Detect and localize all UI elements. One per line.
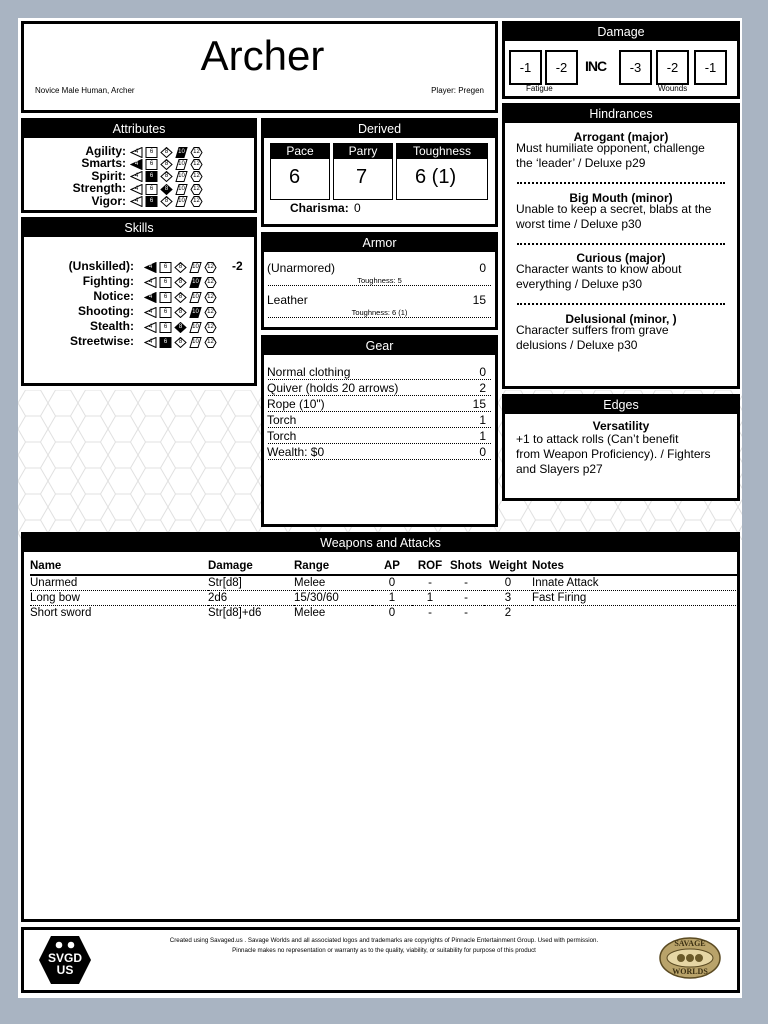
- edge-desc-line-3: and Slayers p27: [516, 462, 603, 476]
- gear-item-name: Quiver (holds 20 arrows): [267, 381, 399, 395]
- gear-item-value: 1: [479, 429, 486, 443]
- attributes-title: Attributes: [24, 121, 254, 138]
- attribute-0-d8-label: 8: [164, 148, 169, 155]
- savage-worlds-badge: [659, 936, 721, 980]
- skill-3-d4-label: 4: [148, 308, 153, 315]
- attribute-1-d6-label: 6: [149, 160, 154, 167]
- weapon-cell-name: Long bow: [30, 591, 208, 606]
- toughness-label: Toughness: [397, 144, 487, 159]
- attribute-4-d10-label: 10: [178, 198, 185, 205]
- edge-desc-line-2: from Weapon Proficiency). / Fighters: [516, 447, 711, 461]
- hindrance-desc-line-2: the ‘leader’ / Deluxe p29: [516, 156, 646, 170]
- skill-3-d12-icon[interactable]: [204, 307, 217, 318]
- attribute-4-d8-icon[interactable]: [160, 196, 173, 207]
- attribute-3-d12-label: 12: [193, 185, 200, 192]
- weapon-cell-range: 15/30/60: [294, 591, 372, 606]
- skill-1-dice: [144, 276, 217, 288]
- weapon-cell-shots: -: [448, 575, 484, 591]
- skill-4-d6-icon[interactable]: [159, 322, 172, 333]
- character-subtitle: Novice Male Human, Archer: [35, 86, 135, 95]
- attribute-0-d12-label: 12: [193, 148, 200, 155]
- attribute-label: Strength:: [72, 181, 126, 196]
- wounds-label: Wounds: [658, 84, 688, 93]
- attribute-0-d4-icon[interactable]: [130, 147, 143, 158]
- skill-label: Notice:: [93, 289, 134, 303]
- skill-1-d8-icon[interactable]: [174, 277, 187, 288]
- edge-desc-line-1: +1 to attack rolls (Can’t benefit: [516, 432, 679, 446]
- weapon-cell-weight: 2: [504, 607, 512, 619]
- damage-panel: [502, 21, 740, 99]
- attribute-3-dice: [130, 183, 203, 195]
- weapon-cell-shots: -: [448, 591, 484, 606]
- skill-5-d12-label: 12: [207, 338, 214, 345]
- skill-1-d12-label: 12: [207, 278, 214, 285]
- weapon-cell-range: Melee: [294, 607, 326, 619]
- charisma-label: Charisma:: [290, 201, 349, 215]
- skill-2-d8-icon[interactable]: [174, 292, 187, 303]
- derived-panel: [261, 118, 498, 227]
- armor-value: 15: [472, 293, 486, 307]
- attribute-4-d12-icon[interactable]: [190, 196, 203, 207]
- skill-0-d12-label: 12: [207, 263, 214, 270]
- hindrance-divider: [517, 182, 725, 184]
- gear-item-value: 15: [472, 397, 486, 411]
- toughness-box: [396, 143, 488, 200]
- weapon-cell-weight: 0: [484, 575, 532, 591]
- armor-panel: [261, 232, 498, 330]
- weapon-cell-damage: Str[d8]+d6: [208, 607, 262, 619]
- attribute-4-dice: [130, 196, 203, 208]
- gear-divider: [268, 379, 491, 380]
- attribute-2-d4-icon[interactable]: [130, 171, 143, 182]
- hindrance-desc-line-1: Must humiliate opponent, challenge: [516, 141, 705, 155]
- attribute-label: Smarts:: [81, 156, 126, 171]
- weapon-cell-ap: 1: [372, 591, 412, 606]
- skills-panel: [21, 217, 257, 386]
- col-name: Name: [30, 559, 208, 575]
- attribute-0-d8-icon[interactable]: [160, 147, 173, 158]
- armor-title: Armor: [264, 235, 495, 252]
- skill-0-d4-icon[interactable]: [144, 262, 157, 273]
- attributes-panel: [21, 118, 257, 213]
- attribute-2-d10-icon[interactable]: [175, 171, 188, 182]
- weapon-cell-rof: -: [428, 607, 432, 619]
- skill-label: Shooting:: [78, 304, 134, 318]
- attribute-2-d4-label: 4: [134, 173, 139, 180]
- attribute-0-d4-label: 4: [134, 148, 139, 155]
- attribute-2-d6-icon[interactable]: [145, 171, 158, 182]
- hindrances-title: Hindrances: [505, 106, 737, 123]
- copyright-line-2: Pinnacle makes no representation or warranty as to the quality, viability, or suitability for purpose of this product: [232, 947, 536, 954]
- gear-divider: [268, 411, 491, 412]
- attribute-2-d12-icon[interactable]: [190, 171, 203, 182]
- charisma-value: 0: [354, 201, 361, 215]
- pace-label: Pace: [271, 144, 329, 159]
- skill-5-d8-label: 8: [178, 338, 183, 345]
- skill-label: (Unskilled):: [68, 259, 134, 273]
- skill-4-d12-icon[interactable]: [204, 322, 217, 333]
- weapons-panel: [21, 532, 740, 922]
- col-ap: AP: [372, 559, 412, 575]
- skill-3-d4-icon[interactable]: [144, 307, 157, 318]
- gear-panel: [261, 335, 498, 527]
- weapons-title: Weapons and Attacks: [24, 535, 737, 552]
- attribute-1-d10-icon[interactable]: [175, 159, 188, 170]
- parry-box: [333, 143, 393, 200]
- attribute-0-d10-label: 10: [178, 148, 185, 155]
- attribute-3-d4-icon[interactable]: [130, 184, 143, 195]
- skill-5-d8-icon[interactable]: [174, 337, 187, 348]
- weapon-cell-range: Melee: [294, 575, 372, 591]
- footer-panel: [21, 927, 740, 993]
- fatigue-label: Fatigue: [526, 84, 553, 93]
- skill-2-d10-icon[interactable]: [189, 292, 202, 303]
- svgd-logo-line-2: US: [56, 963, 74, 977]
- skill-3-d8-label: 8: [178, 308, 183, 315]
- skill-4-d6-label: 6: [163, 323, 168, 330]
- weapons-table: [30, 559, 738, 620]
- skill-3-d10-icon[interactable]: [189, 307, 202, 318]
- hindrance-name: Delusional (minor, ): [565, 311, 677, 326]
- skill-3-dice: [144, 306, 217, 318]
- attribute-2-d6-label: 6: [149, 173, 154, 180]
- wound-box-1[interactable]: -3: [619, 50, 652, 85]
- hindrances-panel: [502, 103, 740, 389]
- weapon-cell-ap: 0: [372, 575, 412, 591]
- skill-1-d10-label: 10: [192, 278, 199, 285]
- gear-item-value: 1: [479, 413, 486, 427]
- skill-label: Fighting:: [82, 274, 134, 288]
- gear-divider: [268, 427, 491, 428]
- edges-panel: [502, 394, 740, 501]
- skill-3-d6-icon[interactable]: [159, 307, 172, 318]
- skill-4-d10-icon[interactable]: [189, 322, 202, 333]
- skill-5-dice: [144, 336, 217, 348]
- skill-2-d6-icon[interactable]: [159, 292, 172, 303]
- pace-value: 6: [289, 166, 301, 188]
- pace-box: [270, 143, 330, 200]
- gear-divider: [268, 395, 491, 396]
- skill-1-d10-icon[interactable]: [189, 277, 202, 288]
- skill-modifier: -2: [232, 259, 243, 273]
- attribute-2-d8-icon[interactable]: [160, 171, 173, 182]
- skill-3-d10-label: 10: [192, 308, 199, 315]
- fatigue-box-1[interactable]: -1: [509, 50, 542, 85]
- gear-item-name: Torch: [267, 413, 297, 427]
- attribute-3-d6-label: 6: [149, 185, 154, 192]
- skill-4-d12-label: 12: [207, 323, 214, 330]
- attribute-1-d6-icon[interactable]: [145, 159, 158, 170]
- attribute-2-d10-label: 10: [178, 173, 185, 180]
- attribute-3-d10-label: 10: [178, 185, 185, 192]
- derived-title: Derived: [264, 121, 495, 138]
- skill-1-d6-icon[interactable]: [159, 277, 172, 288]
- badge-text-bottom: WORLDS: [672, 967, 708, 976]
- skill-0-d8-icon[interactable]: [174, 262, 187, 273]
- col-weight: Weight: [484, 559, 532, 575]
- skill-2-d6-label: 6: [163, 293, 168, 300]
- attribute-2-dice: [130, 171, 203, 183]
- wound-box-2[interactable]: -2: [656, 50, 689, 85]
- attribute-1-d8-label: 8: [164, 160, 169, 167]
- skill-0-d6-label: 6: [163, 263, 168, 270]
- skill-0-d6-icon[interactable]: [159, 262, 172, 273]
- skill-0-d10-icon[interactable]: [189, 262, 202, 273]
- weapon-cell-name: Short sword: [30, 607, 92, 619]
- skill-3-d12-label: 12: [207, 308, 214, 315]
- weapon-cell-rof: 1: [412, 591, 448, 606]
- skill-1-d8-label: 8: [178, 278, 183, 285]
- skill-4-d4-icon[interactable]: [144, 322, 157, 333]
- attribute-0-dice: [130, 146, 203, 158]
- fatigue-box-2[interactable]: -2: [545, 50, 578, 85]
- player-label: Player: Pregen: [431, 86, 484, 95]
- hindrance-name: Arrogant (major): [573, 130, 669, 144]
- attribute-4-d6-icon[interactable]: [145, 196, 158, 207]
- attribute-0-d12-icon[interactable]: [190, 147, 203, 158]
- hindrance-desc-line-1: Character wants to know about: [516, 262, 682, 276]
- skill-4-d8-icon[interactable]: [174, 322, 187, 333]
- attribute-3-d6-icon[interactable]: [145, 184, 158, 195]
- attribute-1-d8-icon[interactable]: [160, 159, 173, 170]
- attribute-3-d10-icon[interactable]: [175, 184, 188, 195]
- svgd-logo: [38, 935, 92, 985]
- parry-value: 7: [356, 166, 368, 188]
- attribute-1-d4-label: 4: [134, 160, 139, 167]
- weapon-cell-notes: Fast Firing: [532, 591, 738, 606]
- hindrance-desc-line-1: Unable to keep a secret, blabs at the: [516, 201, 712, 216]
- weapon-row: [30, 606, 738, 621]
- col-range: Range: [294, 559, 372, 575]
- weapon-cell-name: Unarmed: [30, 575, 208, 591]
- weapon-cell-shots: -: [464, 607, 468, 619]
- attribute-1-d10-label: 10: [178, 160, 185, 167]
- skill-2-d8-label: 8: [178, 293, 183, 300]
- skill-5-d4-icon[interactable]: [144, 337, 157, 348]
- skill-2-d12-icon[interactable]: [204, 292, 217, 303]
- skill-0-d8-label: 8: [178, 263, 183, 270]
- hindrance-name: Curious (major): [576, 251, 666, 265]
- attribute-1-d12-icon[interactable]: [190, 159, 203, 170]
- skill-1-d4-label: 4: [148, 278, 153, 285]
- attribute-0-d10-icon[interactable]: [175, 147, 188, 158]
- weapon-cell-ap: 0: [388, 607, 396, 619]
- skill-5-d10-icon[interactable]: [189, 337, 202, 348]
- skill-3-d6-label: 6: [163, 308, 168, 315]
- weapon-row: [30, 575, 738, 591]
- skill-1-d12-icon[interactable]: [204, 277, 217, 288]
- armor-divider: [268, 317, 491, 318]
- attribute-4-d12-label: 12: [193, 198, 200, 205]
- character-sheet: [18, 18, 742, 998]
- attribute-1-dice: [130, 158, 203, 170]
- armor-name: (Unarmored): [267, 261, 336, 275]
- weapon-cell-rof: -: [412, 575, 448, 591]
- gear-item-name: Torch: [267, 429, 297, 443]
- hindrance-divider: [517, 243, 725, 245]
- weapon-cell-notes: [532, 606, 738, 621]
- hindrance-desc-line-2: worst time / Deluxe p30: [516, 216, 642, 231]
- skill-2-d10-label: 10: [192, 293, 199, 300]
- gear-title: Gear: [264, 338, 495, 355]
- col-damage: Damage: [208, 559, 294, 575]
- skill-label: Stealth:: [89, 319, 134, 333]
- skill-5-d6-label: 6: [163, 338, 168, 345]
- attribute-3-d8-icon[interactable]: [160, 184, 173, 195]
- attribute-1-d4-icon[interactable]: [130, 159, 143, 170]
- wound-box-3[interactable]: -1: [694, 50, 727, 85]
- edge-name: Versatility: [592, 419, 650, 433]
- attribute-4-d8-label: 8: [164, 198, 169, 205]
- edges-title: Edges: [505, 397, 737, 414]
- attribute-3-d12-icon[interactable]: [190, 184, 203, 195]
- skill-label: Streetwise:: [69, 334, 134, 348]
- skill-0-d10-label: 10: [192, 263, 199, 270]
- hindrance-desc-line-2: delusions / Deluxe p30: [516, 337, 638, 352]
- attribute-4-d4-label: 4: [134, 198, 139, 205]
- hindrance-desc-line-2: everything / Deluxe p30: [516, 277, 643, 291]
- parry-label: Parry: [334, 144, 392, 159]
- weapons-header-row: [30, 559, 738, 575]
- gear-item-value: 0: [479, 445, 486, 459]
- hindrance-divider: [517, 303, 725, 305]
- attribute-label: Spirit:: [91, 168, 126, 183]
- weapon-cell-weight: 3: [484, 591, 532, 606]
- svgd-logo-line-1: SVGD: [47, 951, 82, 965]
- skill-4-dice: [144, 321, 217, 333]
- skill-1-d4-icon[interactable]: [144, 277, 157, 288]
- col-rof: ROF: [412, 559, 448, 575]
- col-notes: Notes: [532, 559, 738, 575]
- armor-name: Leather: [267, 293, 308, 307]
- weapon-cell-damage: Str[d8]: [208, 575, 294, 591]
- attribute-3-d8-label: 8: [164, 185, 169, 192]
- attribute-1-d12-label: 12: [193, 160, 200, 167]
- skill-5-d12-icon[interactable]: [204, 337, 217, 348]
- toughness-value: 6 (1): [415, 166, 457, 188]
- skill-2-d4-label: 4: [148, 293, 153, 300]
- attribute-2-d12-label: 12: [193, 173, 200, 180]
- skill-2-d4-icon[interactable]: [144, 292, 157, 303]
- skill-0-d4-label: 4: [148, 263, 153, 270]
- badge-text-top: SAVAGE: [674, 939, 706, 948]
- skill-0-d12-icon[interactable]: [204, 262, 217, 273]
- weapon-row: [30, 591, 738, 606]
- skill-2-dice: [144, 291, 217, 303]
- gear-item-value: 0: [479, 365, 486, 379]
- skill-2-d12-label: 12: [207, 293, 214, 300]
- attribute-3-d4-label: 4: [134, 185, 139, 192]
- armor-value: 0: [479, 261, 486, 275]
- skill-5-d10-label: 10: [192, 338, 199, 345]
- attribute-4-d10-icon[interactable]: [175, 196, 188, 207]
- attribute-0-d6-icon[interactable]: [145, 147, 158, 158]
- hindrance-desc-line-1: Character suffers from grave: [516, 322, 669, 337]
- attribute-0-d6-label: 6: [149, 148, 154, 155]
- skill-4-d4-label: 4: [148, 323, 153, 330]
- attribute-4-d4-icon[interactable]: [130, 196, 143, 207]
- armor-divider: [268, 285, 491, 286]
- weapon-cell-damage: 2d6: [208, 591, 294, 606]
- damage-title: Damage: [505, 24, 737, 41]
- attribute-2-d8-label: 8: [164, 173, 169, 180]
- skill-5-d4-label: 4: [148, 338, 153, 345]
- attribute-label: Vigor:: [91, 193, 126, 208]
- skill-3-d8-icon[interactable]: [174, 307, 187, 318]
- armor-toughness-note: Toughness: 5: [357, 276, 402, 285]
- skills-title: Skills: [24, 220, 254, 237]
- armor-toughness-note: Toughness: 6 (1): [351, 308, 408, 317]
- skill-5-d6-icon[interactable]: [159, 337, 172, 348]
- gear-divider: [268, 459, 491, 460]
- col-shots: Shots: [448, 559, 484, 575]
- gear-divider: [268, 443, 491, 444]
- header-panel: [21, 21, 498, 113]
- copyright-line-1: Created using Savaged.us . Savage Worlds and all associated logos and trademarks are copyrights of Pinnacle Entertainment Group. Used with permission.: [169, 937, 599, 944]
- skill-4-d8-label: 8: [178, 323, 183, 330]
- skill-4-d10-label: 10: [192, 323, 199, 330]
- character-name: Archer: [200, 32, 325, 79]
- incapacitated-label[interactable]: INC: [585, 58, 607, 74]
- gear-item-value: 2: [479, 381, 486, 395]
- skill-0-dice: [144, 261, 217, 273]
- attribute-label: Agility:: [85, 144, 126, 158]
- attribute-4-d6-label: 6: [149, 198, 154, 205]
- skill-1-d6-label: 6: [163, 278, 168, 285]
- gear-item-name: Normal clothing: [267, 365, 351, 379]
- hindrance-name: Big Mouth (minor): [569, 190, 673, 205]
- gear-item-name: Wealth: $0: [267, 445, 325, 459]
- gear-item-name: Rope (10"): [267, 397, 325, 411]
- weapon-cell-notes: Innate Attack: [532, 575, 738, 591]
